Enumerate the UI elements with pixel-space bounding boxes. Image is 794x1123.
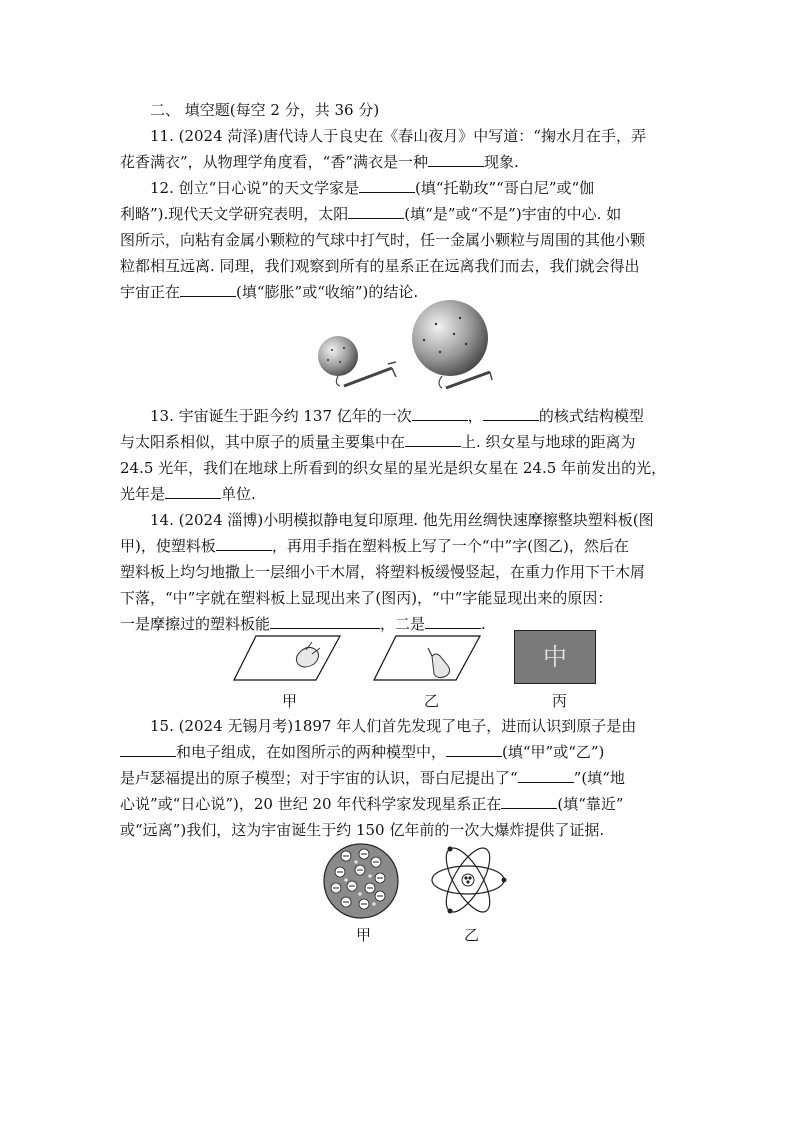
answer-blank[interactable] bbox=[359, 178, 415, 193]
sawdust-character-figure bbox=[514, 630, 596, 684]
answer-blank[interactable] bbox=[483, 406, 539, 421]
figure-caption-a: 甲 bbox=[282, 692, 298, 710]
finger-writing-figure bbox=[372, 634, 482, 682]
answer-blank[interactable] bbox=[216, 536, 272, 551]
answer-blank[interactable] bbox=[348, 204, 404, 219]
q12-line-5: 宇宙正在 (填“膨胀”或“收缩”)的结论. bbox=[120, 283, 419, 301]
q14-line-4: 下落，“中”字就在塑料板上显现出来了(图丙)，“中”字能显现出来的原因： bbox=[120, 589, 613, 607]
q13-line-2: 与太阳系相似，其中原子的质量主要集中在 上. 织女星与地球的距离为 bbox=[120, 433, 636, 451]
q12-line-4: 粒都相互远离. 同理，我们观察到所有的星系正在远离我们而去，我们就会得出 bbox=[120, 257, 640, 275]
figure-caption-b: 乙 bbox=[424, 692, 440, 710]
atom-caption-b: 乙 bbox=[464, 926, 480, 944]
nuclear-model-figure bbox=[428, 840, 508, 920]
q11-line-2: 花香满衣”，从物理学角度看，“香”满衣是一种 现象. bbox=[120, 153, 519, 171]
zhong-character: 中 bbox=[543, 643, 567, 671]
q12-line-2: 利略”).现代天文学研究表明，太阳 (填“是”或“不是”)宇宙的中心. 如 bbox=[120, 205, 622, 223]
answer-blank[interactable] bbox=[412, 406, 468, 421]
answer-blank[interactable] bbox=[425, 614, 481, 629]
q13-line-1: 13. 宇宙诞生于距今约 137 亿年的一次 ， 的核式结构模型 bbox=[150, 407, 644, 425]
q12-line-3: 图所示，向粘有金属小颗粒的气球中打气时，任一金属小颗粒与周围的其他小颗 bbox=[120, 231, 646, 249]
q14-line-1: 14. (2024 淄博)小明模拟静电复印原理. 他先用丝绸快速摩擦整块塑料板(图 bbox=[150, 511, 654, 529]
q14-line-3: 塑料板上均匀地撒上一层细小干木屑，将塑料板缓慢竖起，在重力作用下干木屑 bbox=[120, 563, 646, 581]
figure-caption-c: 丙 bbox=[552, 692, 568, 710]
answer-blank[interactable] bbox=[405, 432, 461, 447]
answer-blank[interactable] bbox=[165, 484, 221, 499]
q14-line-2: 甲)，使塑料板 ，再用手指在塑料板上写了一个“中”字(图乙)，然后在 bbox=[120, 537, 629, 555]
answer-blank[interactable] bbox=[428, 152, 484, 167]
large-balloon-icon bbox=[412, 300, 488, 376]
section-heading: 二、 填空题(每空 2 分，共 36 分) bbox=[150, 101, 380, 119]
q15-line-1: 15. (2024 无锡月考)1897 年人们首先发现了电子，进而认识到原子是由 bbox=[150, 717, 637, 735]
answer-blank[interactable] bbox=[501, 794, 557, 809]
answer-blank[interactable] bbox=[446, 742, 502, 757]
q14-line-5: 一是摩擦过的塑料板能 ，二是 . bbox=[120, 615, 486, 633]
q15-line-2: 和电子组成，在如图所示的两种模型中， (填“甲”或“乙”) bbox=[120, 742, 700, 762]
atom-caption-a: 甲 bbox=[356, 926, 372, 944]
small-balloon-icon bbox=[318, 336, 358, 376]
q15-line-5: 或“远离”)我们，这为宇宙诞生于约 150 亿年前的一次大爆炸提供了证据. bbox=[120, 821, 605, 839]
q12-line-1: 12. 创立“日心说”的天文学家是 (填“托勒玫”“哥白尼”或“伽 bbox=[150, 179, 595, 197]
answer-blank[interactable] bbox=[518, 768, 574, 783]
balloon-expansion-figure bbox=[314, 298, 494, 394]
q11-line-1: 11. (2024 菏泽)唐代诗人于良史在《春山夜月》中写道：“掬水月在手，弄 bbox=[150, 127, 646, 145]
answer-blank[interactable] bbox=[270, 614, 380, 629]
q13-line-4: 光年是 单位. bbox=[120, 485, 256, 503]
q13-line-3: 24.5 光年，我们在地球上所看到的织女星的星光是织女星在 24.5 年前发出的光， bbox=[120, 459, 667, 477]
plum-pudding-model-figure bbox=[322, 842, 400, 920]
answer-blank[interactable] bbox=[120, 742, 176, 757]
plastic-board-rub-figure bbox=[232, 634, 342, 682]
q15-line-4: 心说”或“日心说”)，20 世纪 20 年代科学家发现星系正在 (填“靠近” bbox=[120, 795, 624, 813]
answer-blank[interactable] bbox=[180, 282, 236, 297]
q15-line-3: 是卢瑟福提出的原子模型；对于宇宙的认识，哥白尼提出了“ ”(填“地 bbox=[120, 769, 625, 787]
